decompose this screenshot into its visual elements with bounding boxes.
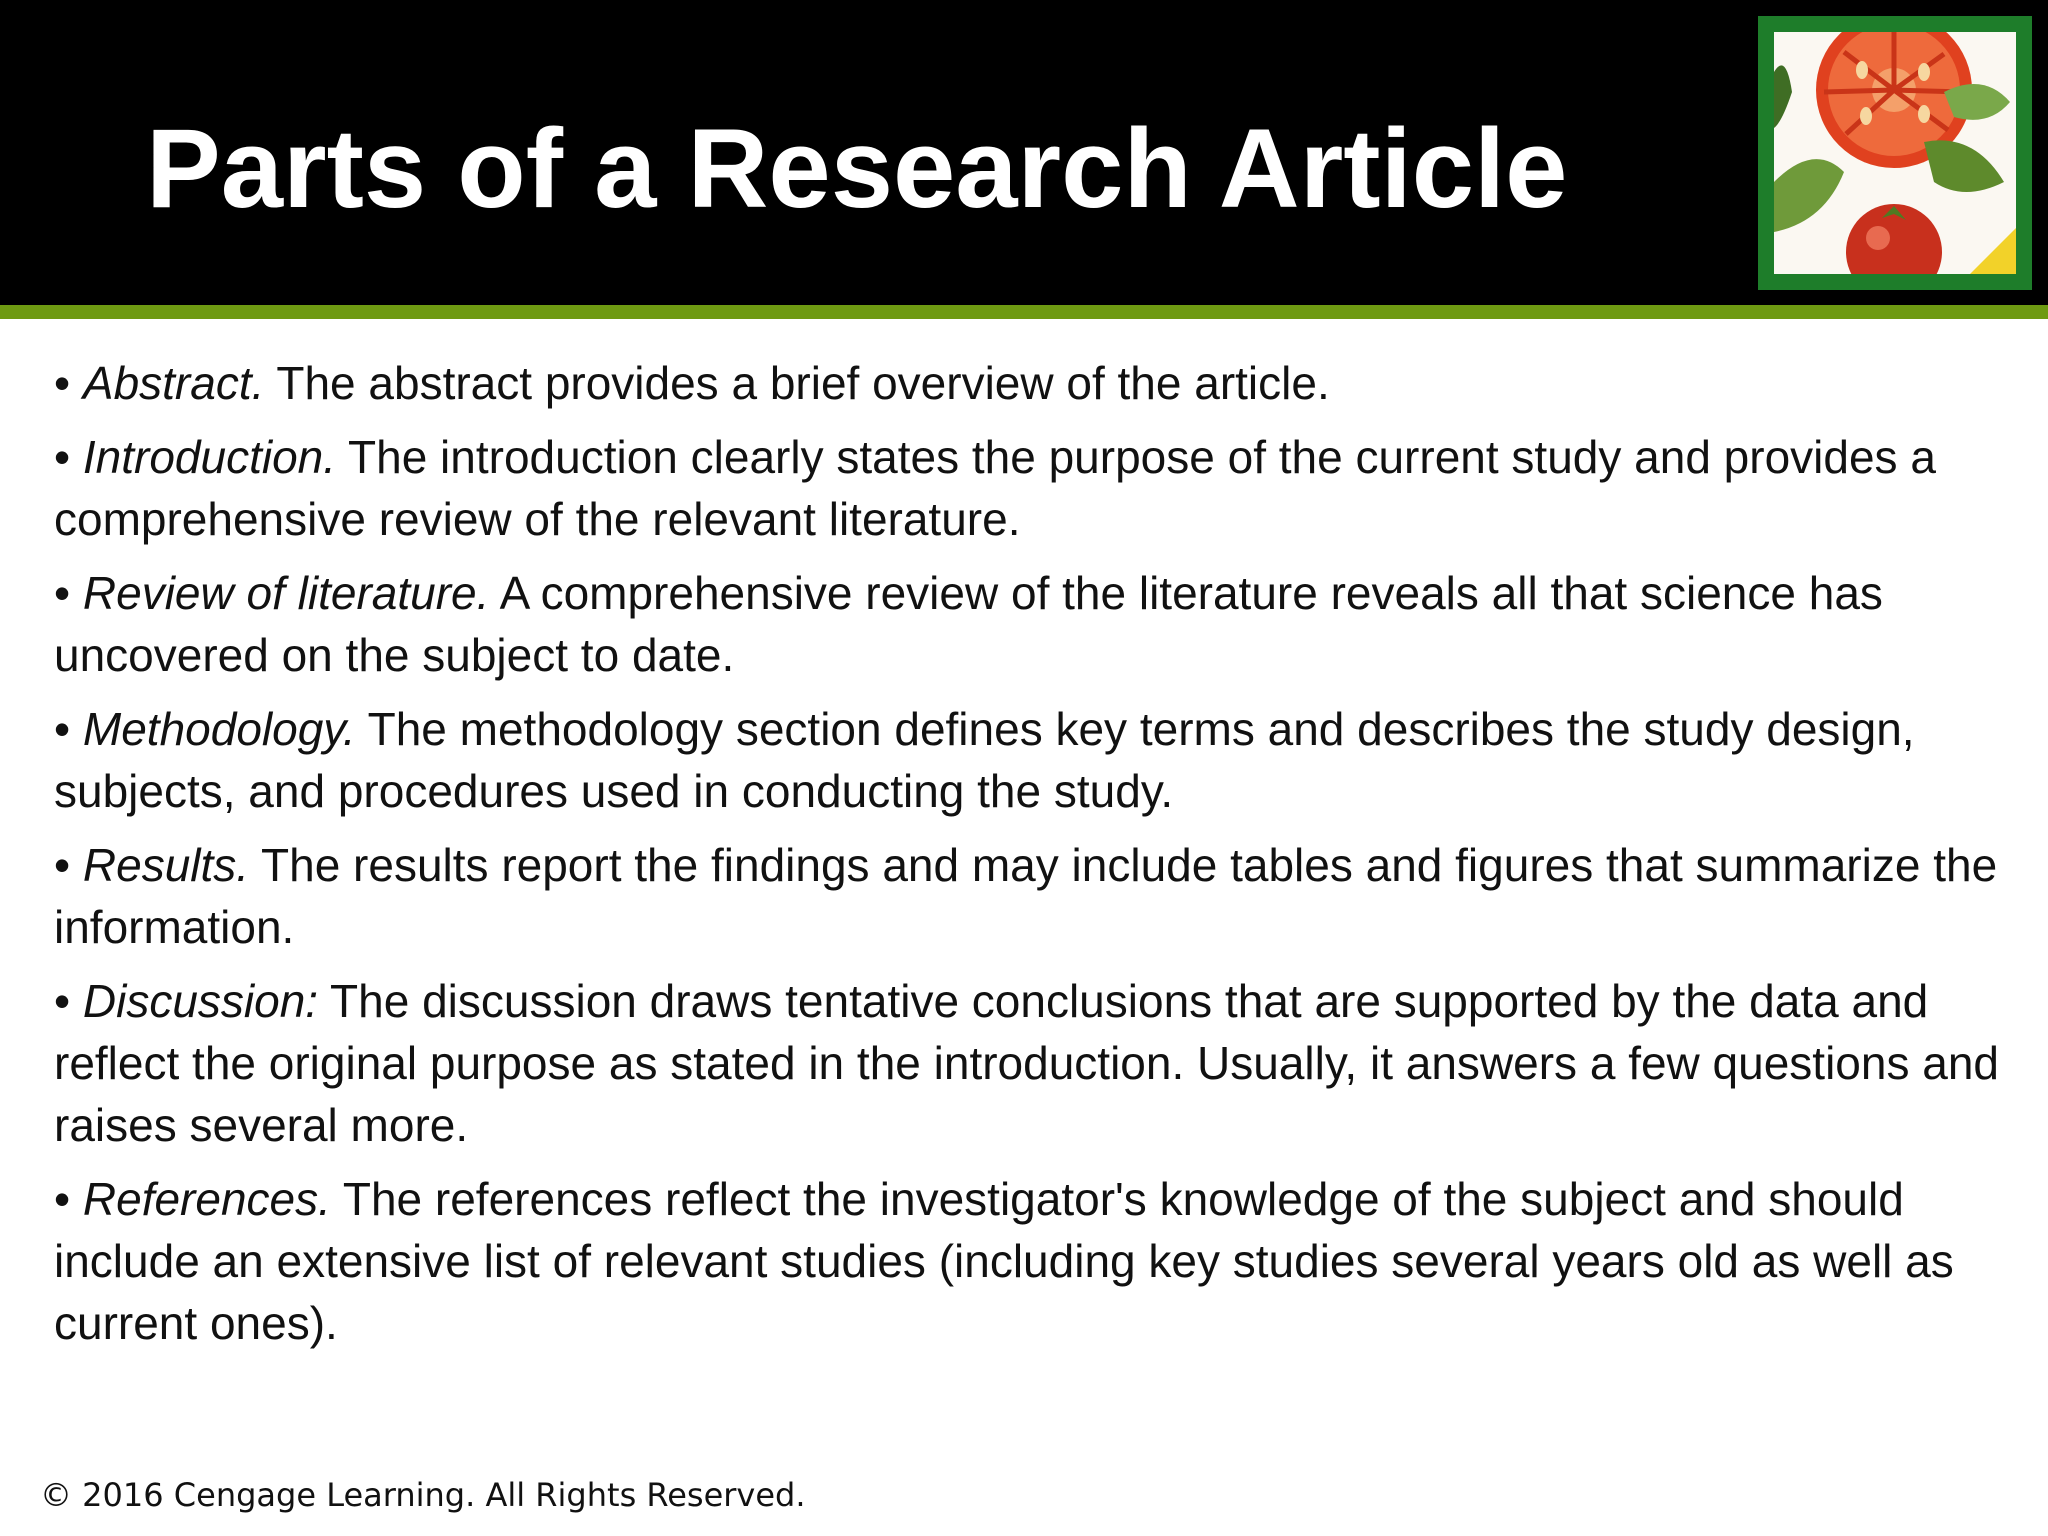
bullet-glyph: •: [54, 975, 71, 1027]
item-term: Abstract.: [82, 357, 265, 409]
slide-header: [0, 0, 2048, 305]
vegetables-photo: [1774, 32, 2016, 274]
item-text: The methodology section defines key terms and describes the study design, subjects, and procedures used in conducting the study.: [54, 703, 1915, 817]
bullet-list: [54, 352, 2004, 1366]
bullet-glyph: •: [54, 1173, 71, 1225]
item-text: The results report the findings and may include tables and figures that summarize the information.: [54, 839, 1998, 953]
list-item-methodology: [54, 698, 2004, 822]
bullet-glyph: •: [54, 357, 71, 409]
slide-title: Parts of a Research Article: [146, 106, 1568, 231]
item-term: Methodology.: [82, 703, 356, 755]
bullet-glyph: •: [54, 839, 71, 891]
item-text: The discussion draws tentative conclusions that are supported by the data and reflect the original purpose as stated in the introduction. Usually, it answers a few questions and raises several more.: [54, 975, 2000, 1151]
item-text: The references reflect the investigator's knowledge of the subject and should include an extensive list of relevant studies (including key studies several years old as well as current ones).: [54, 1173, 1954, 1349]
item-term: Review of literature.: [82, 567, 490, 619]
bullet-glyph: •: [54, 567, 71, 619]
list-item-introduction: [54, 426, 2004, 550]
item-text: The introduction clearly states the purpose of the current study and provides a comprehensive review of the relevant literature.: [54, 431, 1936, 545]
list-item-review-of-literature: [54, 562, 2004, 686]
list-item-references: [54, 1168, 2004, 1354]
list-item-discussion: [54, 970, 2004, 1156]
bullet-glyph: •: [54, 703, 71, 755]
item-text: A comprehensive review of the literature reveals all that science has uncovered on the subject to date.: [54, 567, 1883, 681]
item-term: Discussion:: [82, 975, 319, 1027]
item-term: Introduction.: [82, 431, 337, 483]
list-item-results: [54, 834, 2004, 958]
bullet-glyph: •: [54, 431, 71, 483]
item-text: The abstract provides a brief overview of the article.: [276, 357, 1330, 409]
accent-divider: [0, 305, 2048, 319]
vegetables-photo-frame: [1758, 16, 2032, 290]
item-term: References.: [82, 1173, 331, 1225]
item-term: Results.: [82, 839, 250, 891]
list-item-abstract: [54, 352, 2004, 414]
copyright-footer: © 2016 Cengage Learning. All Rights Reserved.: [40, 1476, 806, 1514]
